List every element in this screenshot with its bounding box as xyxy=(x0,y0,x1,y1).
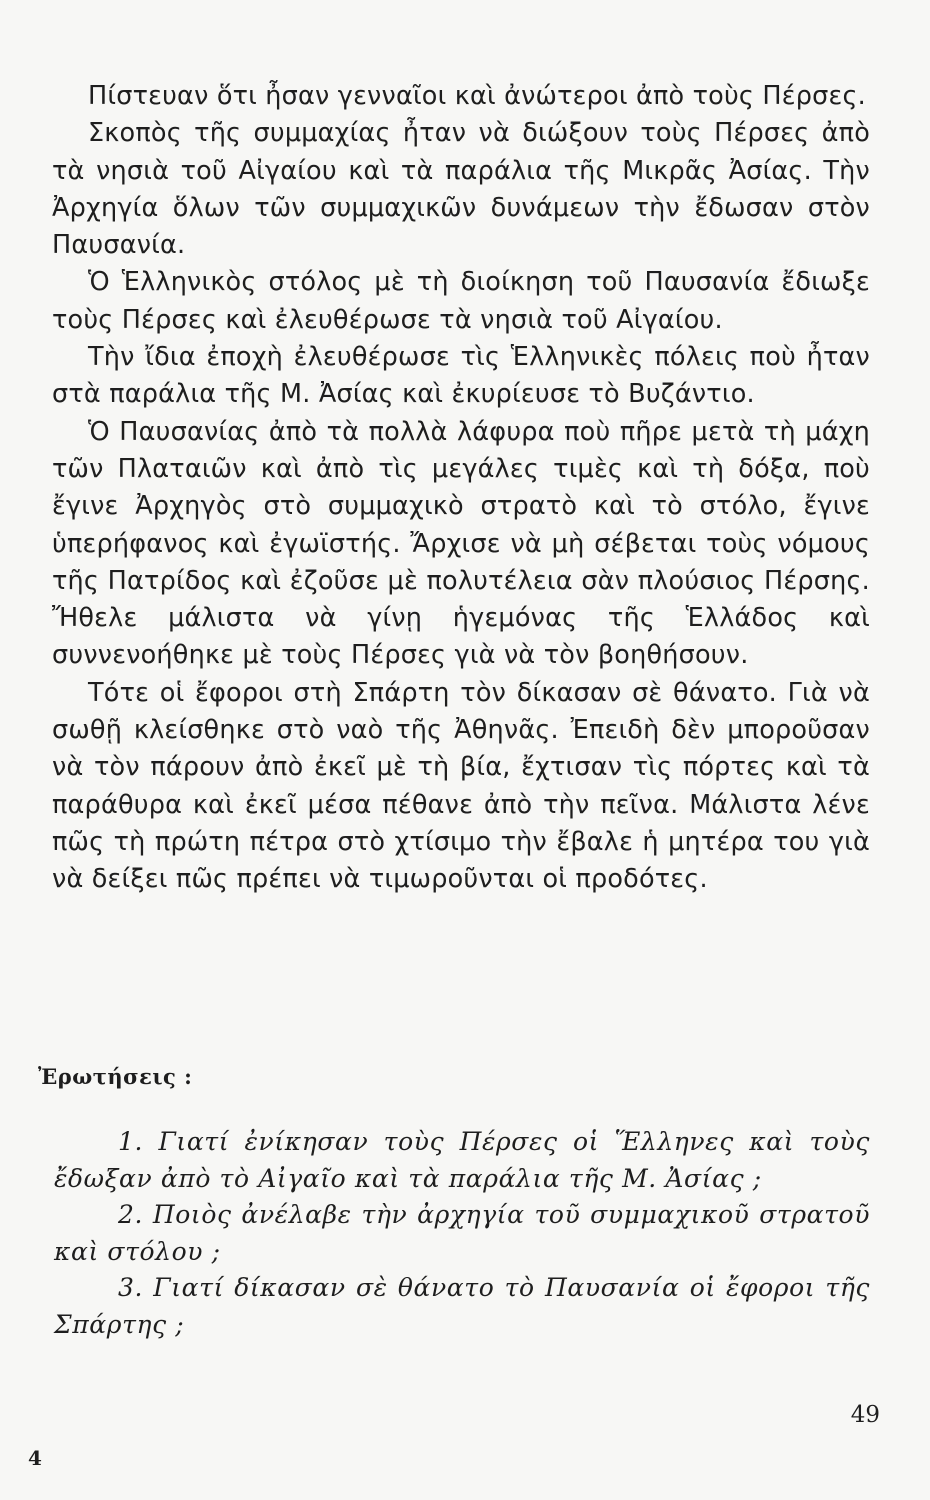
questions-list xyxy=(54,1124,870,1343)
questions-heading: Ἐρωτήσεις : xyxy=(38,1064,193,1089)
paragraph-4: Τὴν ἴδια ἐποχὴ ἐλευθέρωσε τὶς Ἑλληνικὲς πόλεις ποὺ ἦταν στὰ παράλια τῆς Μ. Ἀσίας καὶ ἐκυρίευσε τὸ Βυζάντιο. xyxy=(52,342,870,410)
page-number: 49 xyxy=(850,1402,880,1428)
paragraph-1: Πίστευαν ὅτι ἦσαν γενναῖοι καὶ ἀνώτεροι ἀπὸ τοὺς Πέρσες. xyxy=(88,81,866,111)
paragraph-2: Σκοπὸς τῆς συμμαχίας ἦταν νὰ διώξουν τοὺς Πέρσες ἀπὸ τὰ νησιὰ τοῦ Αἰγαίου καὶ τὰ παράλια τῆς Μικρᾶς Ἀσίας. Τὴν Ἀρχηγία ὅλων τῶν συμμαχικῶν δυνάμεων τὴν ἔδωσαν στὸν Παυσανία. xyxy=(52,118,870,261)
paragraph-3: Ὁ Ἑλληνικὸς στόλος μὲ τὴ διοίκηση τοῦ Παυσανία ἔδιωξε τοὺς Πέρσες καὶ ἐλευθέρωσε τὰ νησιὰ τοῦ Αἰγαίου. xyxy=(52,267,870,335)
question-item-1: 1. Γιατί ἐνίκησαν τοὺς Πέρσες οἱ Ἕλληνες καὶ τοὺς ἔδωξαν ἀπὸ τὸ Αἰγαῖο καὶ τὰ παράλια τῆς Μ. Ἀσίας ; xyxy=(54,1127,870,1193)
paragraph-5: Ὁ Παυσανίας ἀπὸ τὰ πολλὰ λάφυρα ποὺ πῆρε μετὰ τὴ μάχη τῶν Πλαταιῶν καὶ ἀπὸ τὶς μεγάλες τιμὲς καὶ τὴ δόξα, ποὺ ἔγινε Ἀρχηγὸς στὸ συμμαχικὸ στρατὸ καὶ τὸ στόλο, ἔγινε ὑπερήφανος καὶ ἐγωϊστής. Ἄρχισε νὰ μὴ σέβεται τοὺς νόμους τῆς Πατρίδος καὶ ἐζοῦσε μὲ πολυτέλεια σὰν πλούσιος Πέρσης. Ἤθελε μάλιστα νὰ γίνῃ ἡγεμόνας τῆς Ἑλλάδος καὶ συννενοήθηκε μὲ τοὺς Πέρσες γιὰ νὰ τὸν βοηθήσουν. xyxy=(52,416,870,671)
paragraph-6: Τότε οἱ ἔφοροι στὴ Σπάρτη τὸν δίκασαν σὲ θάνατο. Γιὰ νὰ σωθῇ κλείσθηκε στὸ ναὸ τῆς Ἀθηνᾶς. Ἐπειδὴ δὲν μποροῦσαν νὰ τὸν πάρουν ἀπὸ ἐκεῖ μὲ τὴ βία, ἔχτισαν τὶς πόρτες καὶ τὰ παράθυρα καὶ ἐκεῖ μέσα πέθανε ἀπὸ τὴν πεῖνα. Μάλιστα λένε πῶς τὴ πρώτη πέτρα στὸ χτίσιμο τὴν ἔβαλε ἡ μητέρα του γιὰ νὰ δείξει πῶς πρέπει νὰ τιμωροῦνται οἱ προδότες. xyxy=(52,677,870,895)
question-item-2: 2. Ποιὸς ἀνέλαβε τὴν ἀρχηγία τοῦ συμμαχικοῦ στρατοῦ καὶ στόλου ; xyxy=(54,1200,870,1266)
question-item-3: 3. Γιατί δίκασαν σὲ θάνατο τὸ Παυσανία οἱ ἔφοροι τῆς Σπάρτης ; xyxy=(54,1273,870,1339)
body-text xyxy=(52,78,870,899)
signature-mark: 4 xyxy=(28,1446,42,1470)
